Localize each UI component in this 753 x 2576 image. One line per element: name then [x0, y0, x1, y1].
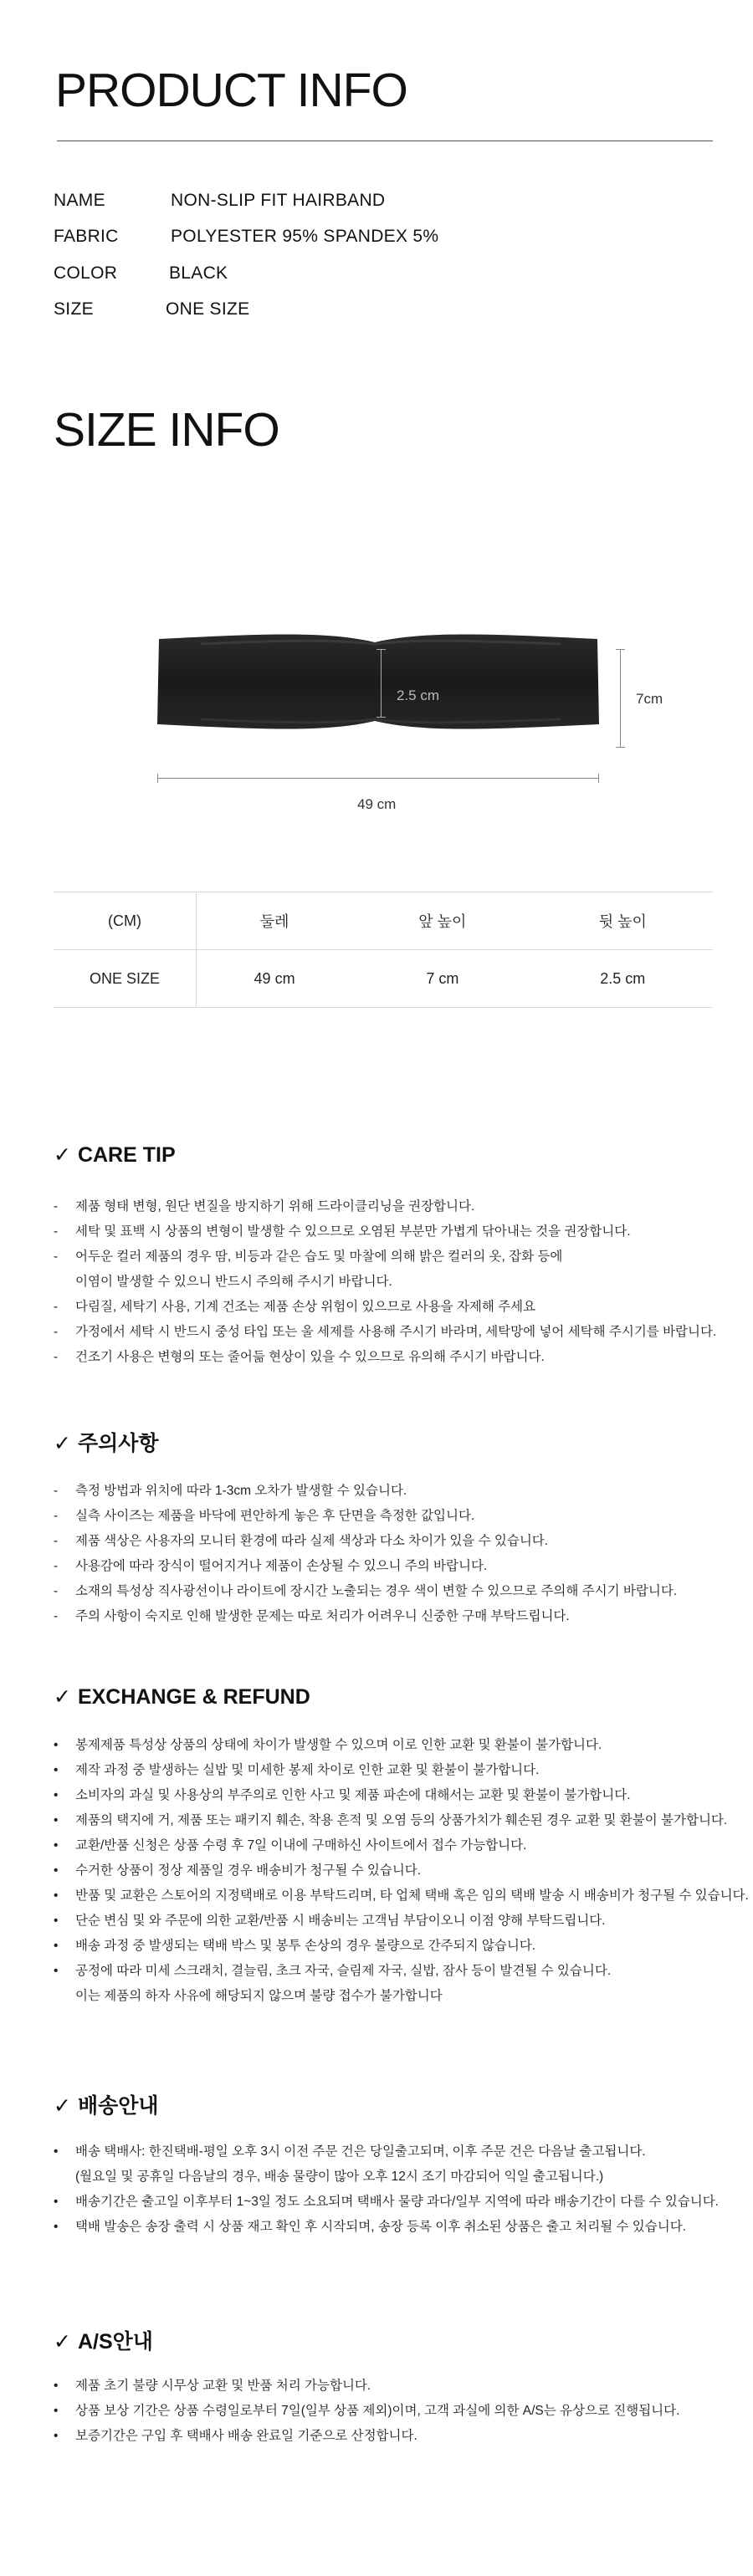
outer-height-cap-top — [616, 649, 625, 650]
outer-height-line — [620, 649, 621, 748]
care-tip-list — [54, 1194, 723, 1370]
list-item: • 봉제제품 특성상 상품의 상태에 차이가 발생할 수 있으며 이로 인한 교환 및 환불이 불가합니다. — [54, 1738, 602, 1752]
caution-title — [54, 1427, 159, 1457]
size-table-cell: ONE SIZE — [54, 950, 197, 1008]
list-item: 이는 제품의 하자 사유에 해당되지 않으며 불량 접수가 불가합니다 — [75, 1989, 443, 2003]
list-item: - 소재의 특성상 직사광선이나 라이트에 장시간 노출되는 경우 색이 변할 수 있으므로 주의해 주시기 바랍니다. — [54, 1584, 678, 1598]
list-item: • 공정에 따라 미세 스크래치, 결늘림, 초크 자국, 슬림제 자국, 실밥, 잠사 등이 발견될 수 있습니다. — [54, 1964, 612, 1978]
size-table-cell: 7 cm — [352, 950, 532, 1008]
list-item: 이염이 발생할 수 있으니 반드시 주의해 주시기 바랍니다. — [75, 1275, 392, 1289]
width-cap-left — [157, 774, 158, 783]
list-item: • 소비자의 과실 및 사용상의 부주의로 인한 사고 및 제품 파손에 대해서는 교환 및 환불이 불가합니다. — [54, 1788, 631, 1802]
check-icon: ✓ — [54, 2094, 71, 2118]
list-item: • 반품 및 교환은 스토어의 지정택배로 이용 부탁드리며, 타 업체 택배 혹은 임의 택배 발송 시 배송비가 청구될 수 있습니다. — [54, 1889, 749, 1903]
list-item: • 상품 보상 기간은 상품 수령일로부터 7일(일부 상품 제외)이며, 고객 과실에 의한 A/S는 유상으로 진행됩니다. — [54, 2404, 680, 2418]
hairband-image — [142, 627, 611, 795]
inner-height-cap-bottom — [376, 717, 386, 718]
check-icon: ✓ — [54, 1143, 71, 1167]
list-item: - 측정 방법과 위치에 따라 1-3cm 오차가 발생할 수 있습니다. — [54, 1484, 407, 1498]
list-item: • 배송 과정 중 발생되는 택배 박스 및 봉투 손상의 경우 불량으로 간주되지 않습니다. — [54, 1939, 536, 1953]
list-item: - 제품 형태 변형, 원단 변질을 방지하기 위해 드라이클리닝을 권장합니다. — [54, 1199, 475, 1214]
care-tip-title — [54, 1142, 176, 1168]
list-item: - 가정에서 세탁 시 반드시 중성 타입 또는 울 세제를 사용해 주시기 바라며, 세탁망에 넣어 세탁해 주시기를 바랍니다. — [54, 1325, 717, 1339]
spec-label: FABRIC — [54, 227, 119, 246]
outer-height-label: 7cm — [636, 691, 663, 707]
exchange-refund-title — [54, 1684, 310, 1710]
list-item: - 실측 사이즈는 제품을 바닥에 편안하게 놓은 후 단면을 측정한 값입니다. — [54, 1509, 475, 1523]
list-item: • 택배 발송은 송장 출력 시 상품 재고 확인 후 시작되며, 송장 등록 이후 취소된 상품은 출고 처리될 수 있습니다. — [54, 2220, 686, 2234]
size-table-header-cell: 뒷 높이 — [533, 892, 713, 950]
spec-label: SIZE — [54, 299, 94, 319]
list-item: • 제품 초기 불량 시무상 교환 및 반품 처리 가능합니다. — [54, 2379, 371, 2393]
spec-value: NON-SLIP FIT HAIRBAND — [171, 191, 386, 210]
size-table-header-cell: 둘레 — [197, 892, 353, 950]
section-title-text: A/S안내 — [77, 2330, 153, 2354]
spec-value: ONE SIZE — [166, 299, 250, 319]
shipping-title — [54, 2089, 159, 2119]
size-table-cell: 2.5 cm — [533, 950, 713, 1008]
list-item: (월요일 및 공휴일 다음날의 경우, 배송 물량이 많아 오후 12시 조기 마감되어 익일 출고됩니다.) — [75, 2170, 604, 2184]
list-item: • 배송기간은 출고일 이후부터 1~3일 정도 소요되며 택배사 물량 과다/일부 지역에 따라 배송기간이 다를 수 있습니다. — [54, 2195, 719, 2209]
list-item: - 세탁 및 표백 시 상품의 변형이 발생할 수 있으므로 오염된 부분만 가볍게 닦아내는 것을 권장합니다. — [54, 1224, 631, 1239]
spec-value: POLYESTER 95% SPANDEX 5% — [171, 227, 439, 246]
caution-list — [54, 1479, 723, 1629]
list-item: • 배송 택배사: 한진택배-평일 오후 3시 이전 주문 건은 당일출고되며, 이후 주문 건은 다음날 출고됩니다. — [54, 2144, 646, 2159]
list-item: • 제품의 택지에 거, 제품 또는 패키지 훼손, 착용 흔적 및 오염 등의 상품가치가 훼손된 경우 교환 및 환불이 불가합니다. — [54, 1813, 728, 1827]
size-table-cell: 49 cm — [197, 950, 353, 1008]
size-table — [54, 892, 713, 1008]
list-item: • 교환/반품 신청은 상품 수령 후 7일 이내에 구매하신 사이트에서 접수 가능합니다. — [54, 1838, 527, 1853]
size-table-header-cell: 앞 높이 — [352, 892, 532, 950]
list-item: • 수거한 상품이 정상 제품일 경우 배송비가 청구될 수 있습니다. — [54, 1863, 422, 1878]
section-title-text: 주의사항 — [77, 1432, 159, 1455]
spec-value: BLACK — [169, 263, 228, 283]
width-label: 49 cm — [357, 796, 397, 812]
as-list — [54, 2374, 723, 2449]
size-table-header — [54, 892, 713, 950]
exchange-refund-list — [54, 1733, 749, 2009]
list-item: - 다림질, 세탁기 사용, 기계 건조는 제품 손상 위험이 있으므로 사용을 자제해 주세요 — [54, 1300, 536, 1314]
outer-height-cap-bottom — [616, 747, 625, 748]
list-item: • 단순 변심 및 와 주문에 의한 교환/반품 시 배송비는 고객님 부담이오니 이점 양해 부탁드립니다. — [54, 1914, 606, 1928]
section-title-text: EXCHANGE & REFUND — [77, 1685, 310, 1709]
size-info-title: SIZE INFO — [54, 403, 279, 457]
inner-height-line — [381, 649, 382, 718]
list-item: - 제품 색상은 사용자의 모니터 환경에 따라 실제 색상과 다소 차이가 있을 수 있습니다. — [54, 1534, 549, 1548]
check-icon: ✓ — [54, 1685, 71, 1709]
spec-label: COLOR — [54, 263, 118, 283]
inner-height-cap-top — [376, 649, 386, 650]
inner-height-label: 2.5 cm — [397, 687, 440, 703]
spec-label: NAME — [54, 191, 105, 210]
list-item: - 사용감에 따라 장식이 떨어지거나 제품이 손상될 수 있으니 주의 바랍니다. — [54, 1559, 488, 1573]
width-line — [157, 778, 599, 779]
check-icon: ✓ — [54, 2330, 71, 2354]
width-cap-right — [598, 774, 599, 783]
list-item: - 어두운 컬러 제품의 경우 땀, 비등과 같은 습도 및 마찰에 의해 밝은 컬러의 옷, 잡화 등에 — [54, 1250, 563, 1264]
as-title — [54, 2325, 153, 2355]
list-item: - 주의 사항이 숙지로 인해 발생한 문제는 따로 처리가 어려우니 신중한 구매 부탁드립니다. — [54, 1609, 570, 1623]
size-table-row — [54, 950, 713, 1008]
section-title-text: CARE TIP — [77, 1143, 176, 1167]
list-item: • 보증기간은 구입 후 택배사 배송 완료일 기준으로 산정합니다. — [54, 2429, 417, 2443]
product-info-title: PRODUCT INFO — [55, 64, 407, 117]
shipping-list — [54, 2139, 723, 2240]
section-title-text: 배송안내 — [77, 2094, 159, 2118]
list-item: - 건조기 사용은 변형의 또는 줄어듦 현상이 있을 수 있으므로 유의해 주시기 바랍니다. — [54, 1350, 545, 1364]
size-table-header-cell: (CM) — [54, 892, 197, 950]
list-item: • 제작 과정 중 발생하는 실밥 및 미세한 봉제 차이로 인한 교환 및 환불이 불가합니다. — [54, 1763, 540, 1777]
check-icon: ✓ — [54, 1432, 71, 1455]
